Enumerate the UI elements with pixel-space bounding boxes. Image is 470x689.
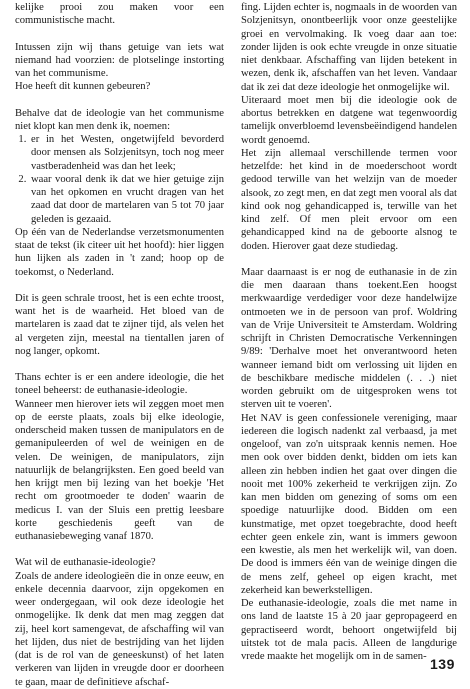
page-number: 139 — [430, 656, 455, 672]
paragraph: Het zijn allemaal verschillende termen voor hetzelfde: het kind in de moederschoot wordt gedood terwille van het welzijn van de moeder alsook, zo zegt men, en dat zegt men vooral als dat kind ook nog gehandicapped is, terwille van het kind zelf. Of men pleit ervoor om een gehandicapped kind na de geboorte alsnog te doden. Hierover gaat deze studiedag. — [241, 147, 457, 252]
paragraph: De euthanasie-ideologie, zoals die met name in ons land de laatste 15 à 20 jaar gepropageerd en gepractiseerd wordt, behoort ongetwijfeld bij uitstek tot de mala pacis. Alleen de langdurige vrede maakte het mogelijk om in de samen- — [241, 598, 457, 662]
paragraph: Thans echter is er een andere ideologie, die het toneel beheerst: de euthanasie-ideologie. — [15, 372, 224, 397]
paragraph: Wat wil de euthanasie-ideologie? — [15, 557, 156, 569]
paragraph: Dit is geen schrale troost, het is een echte troost, want het is de waarheid. Het bloed van de martelaren is zaad dat te zijner tijd, als velen het al vergeten zijn, meestal na tientallen jaren of nog langer, opkomt. — [15, 292, 224, 357]
paragraph: Maar daarnaast is er nog de euthanasie in de zin die men daaraan thans toekent.Een hoogst merkwaardige verdediger voor deze handelwijze ontmoeten we in de persoon van prof. Woldring van de Vrije Universiteit te Amsterdam. Woldring schrijft in Christen Democratische Verkenningen 9/89: 'Derhalve moet het onverantwoord heten wanneer iemand bidt om verlossing uit lijden en de beschikbare medische middelen (. . .) niet worden gebruikt om de uitgesproken wens tot sterven uit te voeren'. — [241, 266, 457, 411]
paragraph: Op één van de Nederlandse verzetsmonumenten staat de tekst (ik citeer uit het hoofd): hier liggen hun lijken als zaden in 't zand; hoop op de toekomst, o Nederland. — [15, 226, 224, 278]
paragraph: fing. Lijden echter is, nogmaals in de woorden van Solzjenitsyn, onontbeerlijk voor onze geestelijke groei en vervolmaking. Ik voeg daar aan toe: zonder lijden is ook echte vreugde in onze situatie niet denkbaar. Afschaffing van lijden betekent in wezen, denk ik, afschaffen van het leven. Vandaar dat ik zei dat deze ideologie het onmogelijke wil. — [241, 2, 457, 93]
paragraph: kelijke prooi zou maken voor een communistische macht. — [15, 2, 224, 27]
paragraph: Intussen zijn wij thans getuige van iets wat niemand had voorzien: de plotselinge instorting van het communisme. — [15, 41, 224, 79]
paragraph: Zoals de andere ideologieën die in onze eeuw, en enkele decennia daarvoor, zijn opgekomen en weer ondergegaan, wil ook deze ideologie het onmogelijke. Ik denk dat men mag zeggen dat zij, heel kort samengevat, de afschaffing wil van het lijden, dus niet de bestrijding van het lijden (dat is de rol van de geneeskunst) of het laten verkeren van lijden in vreugde door er doorheen te gaan, maar de definitieve afschaf- — [15, 570, 224, 688]
paragraph: Wanneer men hierover iets wil zeggen moet men op de eerste plaats, zoals bij elke ideologie, onderscheid maken tussen de manipulators en de gemanipuleerden of wel de weinigen en de velen. De weinigen, de manipulators, zijn natuurlijk de belangrijksten. Een goed beeld van hen krijgt men bij lezing van het boekje 'Het recht om grootmoeder te doden' waarin de medicus I. van der Sluis een prettig leesbare korte geschiedenis geeft van de euthanasiebeweging vanaf 1870. — [15, 398, 224, 542]
paragraph: Uiteraard moet men bij die ideologie ook de abortus betrekken en datgene wat tegenwoordig tamelijk onverbloemd levensbeëindigend handelen wordt genoemd. — [241, 94, 457, 146]
paragraph: Behalve dat de ideologie van het communisme niet klopt kan men denk ik, noemen: — [15, 107, 224, 132]
left-column — [15, 1, 224, 689]
numbered-list — [15, 133, 224, 226]
list-item: 2. waar vooral denk ik dat we hier getuige zijn van het opkomen en vrucht dragen van het zaad dat door de martelaren van 5 tot 70 jaar geleden is gezaaid. — [29, 173, 224, 226]
paragraph: Hoe heeft dit kunnen gebeuren? — [15, 81, 151, 93]
list-item: 1. er in het Westen, ongetwijfeld bevorderd door mensen als Solzjenitsyn, toch nog meer vastberadenheid was dan het leek; — [29, 133, 224, 173]
paragraph: Het NAV is geen confessionele vereniging, maar iedereen die logisch nadenkt zal verbaasd, ja met ongeloof, van zo'n uitspraak kennis nemen. Hoe men ook over bidden denkt, bidden om iets kan alleen zin hebben indien het gaat over dingen die nooit met 100% zekerheid te verkrijgen zijn. Zo kan men bidden om genezing of soms om een spoedige natuurlijke dood. Bidden om een kunstmatige, met opzet toegebrachte, dood heeft echter geen enkele zin, want is immers gewoon een kwestie, als men het werkelijk wil, van doen. De dood is immers één van de weinige dingen die de mens zelf, geheel op eigen kracht, met zekerheid kan bewerkstelligen. — [241, 412, 457, 596]
right-column — [241, 1, 457, 663]
